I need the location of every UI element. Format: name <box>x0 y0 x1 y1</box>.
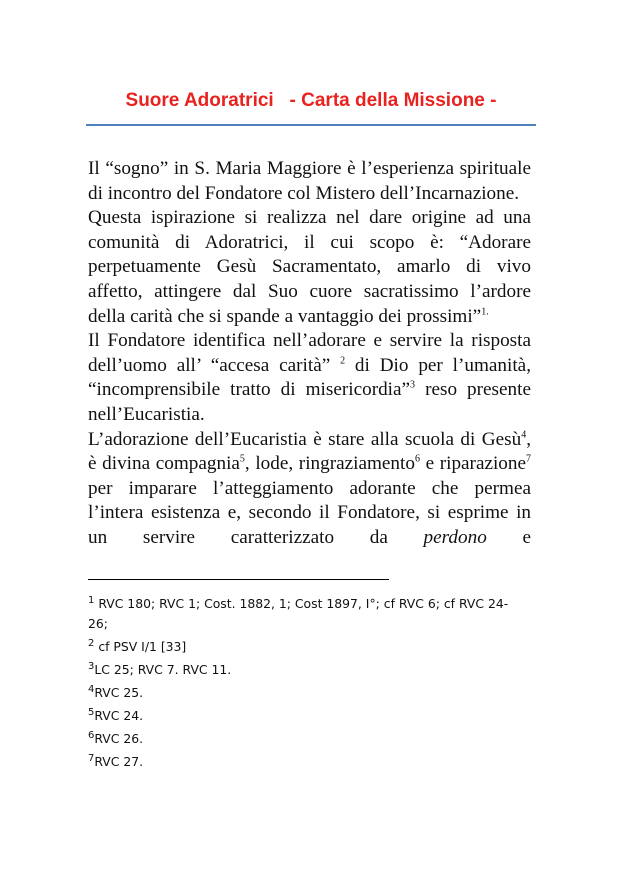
paragraph-4-text-a: L’adorazione dell’Eucaristia è stare alla scuola di Gesù <box>88 428 522 450</box>
footnote <box>88 594 528 634</box>
paragraph-3 <box>88 329 531 427</box>
paragraph-4 <box>88 428 531 551</box>
footnote-number: 5 <box>88 706 95 718</box>
paragraph-4-italic-word: perdono <box>423 526 487 548</box>
footnote-ref-2: 2 <box>340 355 346 367</box>
footnote <box>88 706 528 726</box>
footnote-number: 3 <box>88 660 95 672</box>
footnote-ref-1: 1. <box>481 306 489 318</box>
footnote-ref-4: 4 <box>521 429 527 441</box>
footnote-number: 7 <box>88 752 95 764</box>
footnote-number: 2 <box>88 637 95 649</box>
paragraph-4-text-b: , è divina compagnia <box>88 428 531 475</box>
footnote <box>88 637 528 657</box>
footnote <box>88 660 528 680</box>
footnote-text: RVC 24. <box>94 708 144 723</box>
footnote-separator <box>88 579 389 580</box>
paragraph-4-text-d: e riparazione <box>419 453 527 475</box>
paragraph-3-text-c: reso presente nell’Eucaristia. <box>88 379 531 425</box>
footnote-ref-6: 6 <box>414 453 420 465</box>
paragraph-1: Il “sogno” in S. Maria Maggiore è l’esperienza spirituale di incontro del Fondatore col Mistero dell’Incarnazione. <box>88 158 531 204</box>
header-rule <box>86 124 536 126</box>
paragraph-3-text-b: di Dio per l’umanità, “incomprensibile tratto di misericordia” <box>88 354 531 401</box>
footnote <box>88 729 528 749</box>
footnote-number: 1 <box>88 594 95 606</box>
footnote-ref-5: 5 <box>239 453 245 465</box>
footnote-text: RVC 180; RVC 1; Cost. 1882, 1; Cost 1897, I°; cf RVC 6; cf RVC 24-26; <box>88 596 509 631</box>
footnote-text: RVC 27. <box>94 754 144 769</box>
footnote-number: 4 <box>88 683 95 695</box>
paragraph-3-text-a: Il Fondatore identifica nell’adorare e servire la risposta dell’uomo all’ “accesa carità” <box>88 330 531 376</box>
footnote-number: 6 <box>88 729 95 741</box>
footnote-text: LC 25; RVC 7. RVC 11. <box>94 662 232 677</box>
body-text <box>88 157 531 551</box>
paragraph-2-text: Questa ispirazione si realizza nel dare origine ad una comunità di Adoratrici, il cui scopo è: “Adorare perpetuamente Gesù Sacramentato, amarlo di vivo affetto, attingere dal Suo cuore sacratissimo l’ardore della carità che si spande a vantaggio dei prossimi” <box>88 207 531 327</box>
paragraph-2 <box>88 206 531 329</box>
paragraph-4-text-e: per imparare l’atteggiamento adorante che permea l’intera esistenza e, secondo il Fondatore, si esprime in un servire caratterizzato da <box>88 477 531 548</box>
footnote-ref-3: 3 <box>410 379 416 391</box>
paragraph-4-text-c: , lode, ringraziamento <box>244 453 415 475</box>
page-header-title: Suore Adoratrici - Carta della Missione - <box>125 90 497 111</box>
paragraph-4-text-f: e <box>486 526 531 548</box>
footnote <box>88 752 528 772</box>
footnote-ref-7: 7 <box>526 453 532 465</box>
footnote <box>88 683 528 703</box>
footnotes <box>88 594 528 775</box>
footnote-text: RVC 26. <box>94 731 144 746</box>
footnote-text: cf PSV I/1 [33] <box>94 639 187 654</box>
footnote-text: RVC 25. <box>94 685 144 700</box>
